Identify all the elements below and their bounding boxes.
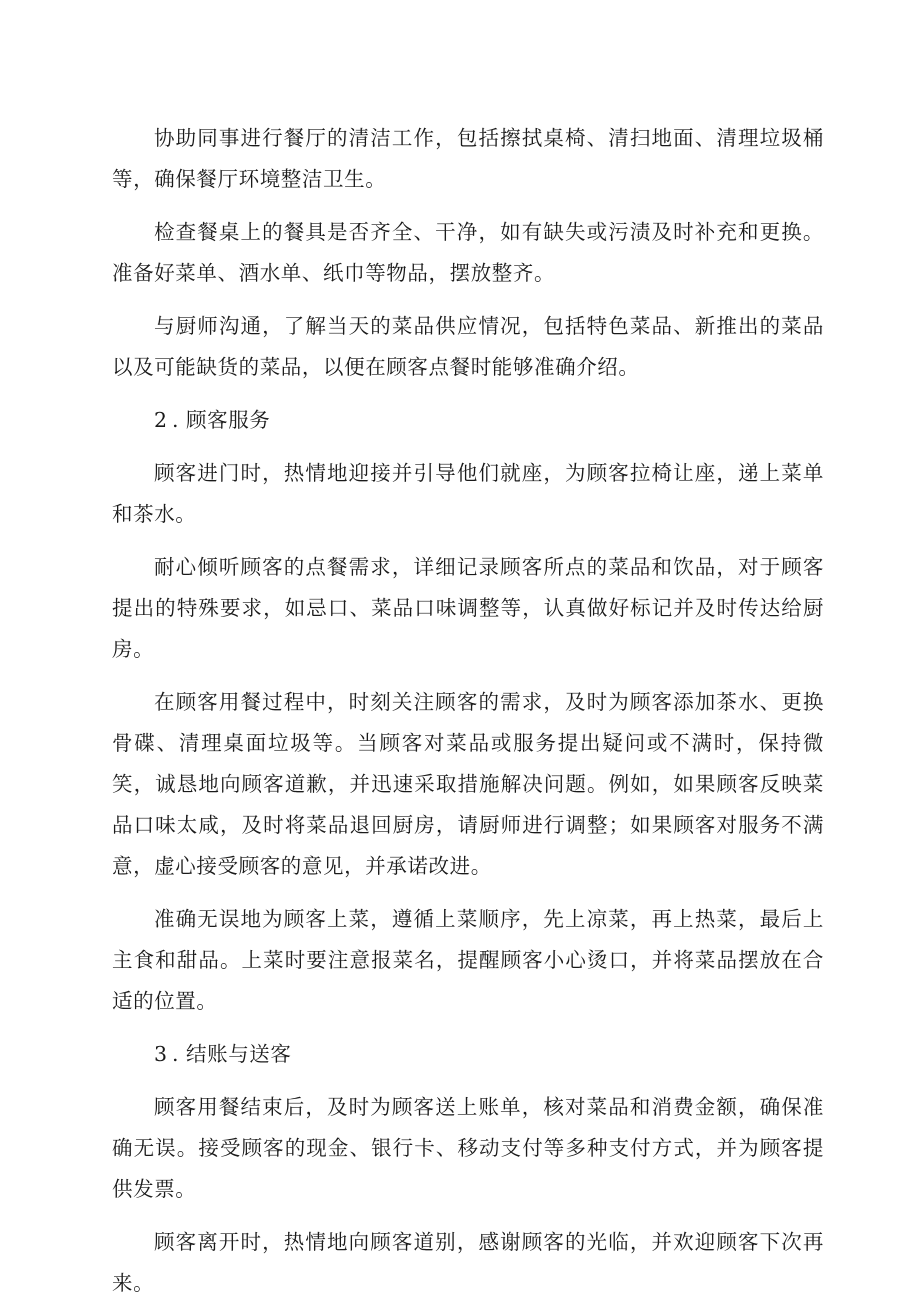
paragraph-serving: 准确无误地为顾客上菜，遵循上菜顺序，先上凉菜，再上热菜，最后上主食和甜品。上菜时要注意报菜名，提醒顾客小心烫口，并将菜品摆放在合适的位置。 [112,907,824,1013]
document-page [112,118,824,1316]
section-number: 2 [154,408,168,432]
paragraph-billing: 顾客用餐结束后，及时为顾客送上账单，核对菜品和消费金额，确保准确无误。接受顾客的现金、银行卡、移动支付等多种支付方式，并为顾客提供发票。 [112,1095,824,1201]
section-heading-customer-service [112,400,824,441]
section-title: 顾客服务 [186,408,271,432]
paragraph-farewell: 顾客离开时，热情地向顾客道别，感谢顾客的光临，并欢迎顾客下次再来。 [112,1230,824,1295]
paragraph-chef-communication: 与厨师沟通，了解当天的菜品供应情况，包括特色菜品、新推出的菜品以及可能缺货的菜品，以便在顾客点餐时能够准确介绍。 [112,314,824,379]
section-separator: . [172,1042,180,1066]
paragraph-dining-attention: 在顾客用餐过程中，时刻关注顾客的需求，及时为顾客添加茶水、更换骨碟、清理桌面垃圾等。当顾客对菜品或服务提出疑问或不满时，保持微笑，诚恳地向顾客道歉，并迅速采取措施解决问题。例如，如果顾客反映菜品口味太咸，及时将菜品退回厨房，请厨师进行调整；如果顾客对服务不满意，虚心接受顾客的意见，并承诺改进。 [112,690,824,878]
paragraph-ordering: 耐心倾听顾客的点餐需求，详细记录顾客所点的菜品和饮品，对于顾客提出的特殊要求，如忌口、菜品口味调整等，认真做好标记并及时传达给厨房。 [112,555,824,661]
paragraph-cleaning: 协助同事进行餐厅的清洁工作，包括擦拭桌椅、清扫地面、清理垃圾桶等，确保餐厅环境整洁卫生。 [112,126,824,191]
paragraph-greeting: 顾客进门时，热情地迎接并引导他们就座，为顾客拉椅让座，递上菜单和茶水。 [112,461,824,526]
section-title: 结账与送客 [186,1042,292,1066]
section-number: 3 [154,1042,168,1066]
section-heading-checkout [112,1034,824,1075]
paragraph-tableware-check: 检查餐桌上的餐具是否齐全、干净，如有缺失或污渍及时补充和更换。准备好菜单、酒水单、纸巾等物品，摆放整齐。 [112,220,824,285]
section-separator: . [172,408,180,432]
